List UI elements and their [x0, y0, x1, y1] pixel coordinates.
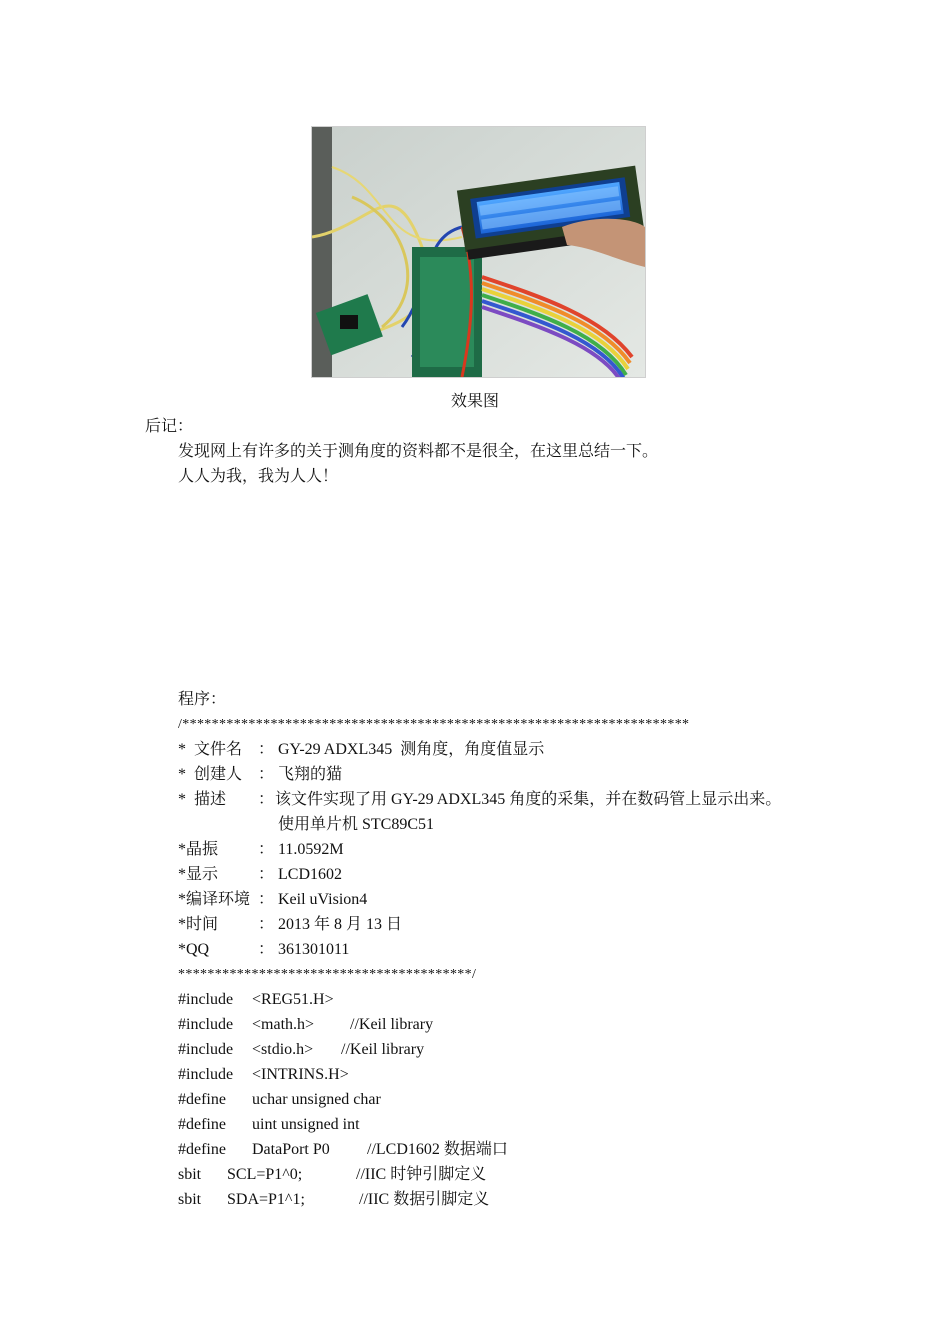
- code-keyword: #define: [178, 1141, 226, 1158]
- code-keyword: sbit: [178, 1191, 202, 1208]
- code-line: [178, 1165, 487, 1185]
- field-sep: ：: [258, 866, 275, 883]
- header-field-crystal: [178, 840, 344, 860]
- code-keyword: #define: [178, 1091, 226, 1108]
- code-comment: //IIC 数据引脚定义: [359, 1191, 490, 1208]
- field-sep: ：: [258, 766, 275, 783]
- code-keyword: #define: [178, 1116, 226, 1133]
- field-sep: ：: [258, 791, 275, 808]
- afterword-line: 发现网上有许多的关于测角度的资料都不是很全，在这里总结一下。: [178, 443, 659, 460]
- field-value: 该文件实现了用 GY-29 ADXL345 角度的采集，并在数码管上显示出来。: [275, 791, 782, 808]
- header-field-compiler: [178, 890, 368, 910]
- code-line: [178, 1115, 360, 1135]
- field-sep: ：: [258, 941, 275, 958]
- header-field-author: [178, 765, 343, 785]
- field-key: *晶振: [178, 841, 219, 858]
- code-line: [178, 1140, 508, 1160]
- field-key: * 创建人: [178, 766, 243, 783]
- code-comment: //IIC 时钟引脚定义: [356, 1166, 487, 1183]
- field-value: 2013 年 8 月 13 日: [278, 916, 403, 933]
- field-key: *时间: [178, 916, 219, 933]
- code-line: [178, 990, 334, 1010]
- code-arg: uint unsigned int: [252, 1116, 360, 1133]
- code-keyword: #include: [178, 1041, 234, 1058]
- field-key: *QQ: [178, 941, 210, 958]
- field-value: Keil uVision4: [278, 891, 368, 908]
- field-key: *编译环境: [178, 891, 251, 908]
- code-comment: //Keil library: [350, 1016, 434, 1033]
- field-value: LCD1602: [278, 866, 342, 883]
- code-line: [178, 1090, 381, 1110]
- code-keyword: #include: [178, 991, 234, 1008]
- field-key: * 描述: [178, 791, 227, 808]
- code-arg: uchar unsigned char: [252, 1091, 381, 1108]
- code-keyword: #include: [178, 1016, 234, 1033]
- code-arg: SCL=P1^0;: [227, 1166, 303, 1183]
- afterword-heading: 后记：: [145, 418, 194, 435]
- header-field-qq: [178, 940, 350, 960]
- header-field-description: [178, 790, 782, 810]
- code-comment: //LCD1602 数据端口: [367, 1141, 508, 1158]
- code-keyword: sbit: [178, 1166, 202, 1183]
- field-value: 使用单片机 STC89C51: [278, 816, 435, 833]
- code-arg: DataPort P0: [252, 1141, 330, 1158]
- code-arg: <stdio.h>: [252, 1041, 314, 1058]
- field-sep: ：: [258, 741, 275, 758]
- field-value: GY-29 ADXL345 测角度，角度值显示: [278, 741, 545, 758]
- code-comment: //Keil library: [341, 1041, 425, 1058]
- header-field-description-cont: [178, 815, 435, 835]
- code-keyword: #include: [178, 1066, 234, 1083]
- comment-open: /*********************************************************************: [178, 717, 690, 732]
- figure-caption: 效果图: [450, 393, 499, 410]
- code-arg: <math.h>: [252, 1016, 315, 1033]
- field-key: *显示: [178, 866, 219, 883]
- field-key: * 文件名: [178, 741, 243, 758]
- code-line: [178, 1040, 425, 1060]
- header-field-display: [178, 865, 342, 885]
- field-sep: ：: [258, 916, 275, 933]
- field-value: 361301011: [278, 941, 350, 958]
- code-line: [178, 1015, 434, 1035]
- field-value: 飞翔的猫: [278, 766, 343, 783]
- code-arg: SDA=P1^1;: [227, 1191, 305, 1208]
- comment-close: ****************************************/: [178, 967, 477, 982]
- header-field-date: [178, 915, 403, 935]
- code-arg: <REG51.H>: [252, 991, 334, 1008]
- effect-photo: [311, 126, 646, 378]
- program-heading: 程序：: [178, 691, 227, 708]
- code-line: [178, 1065, 349, 1085]
- code-arg: <INTRINS.H>: [252, 1066, 349, 1083]
- field-sep: ：: [258, 841, 275, 858]
- code-line: [178, 1190, 490, 1210]
- field-value: 11.0592M: [278, 841, 344, 858]
- header-field-filename: [178, 740, 545, 760]
- afterword-line: 人人为我，我为人人！: [178, 468, 339, 485]
- field-sep: ：: [258, 891, 275, 908]
